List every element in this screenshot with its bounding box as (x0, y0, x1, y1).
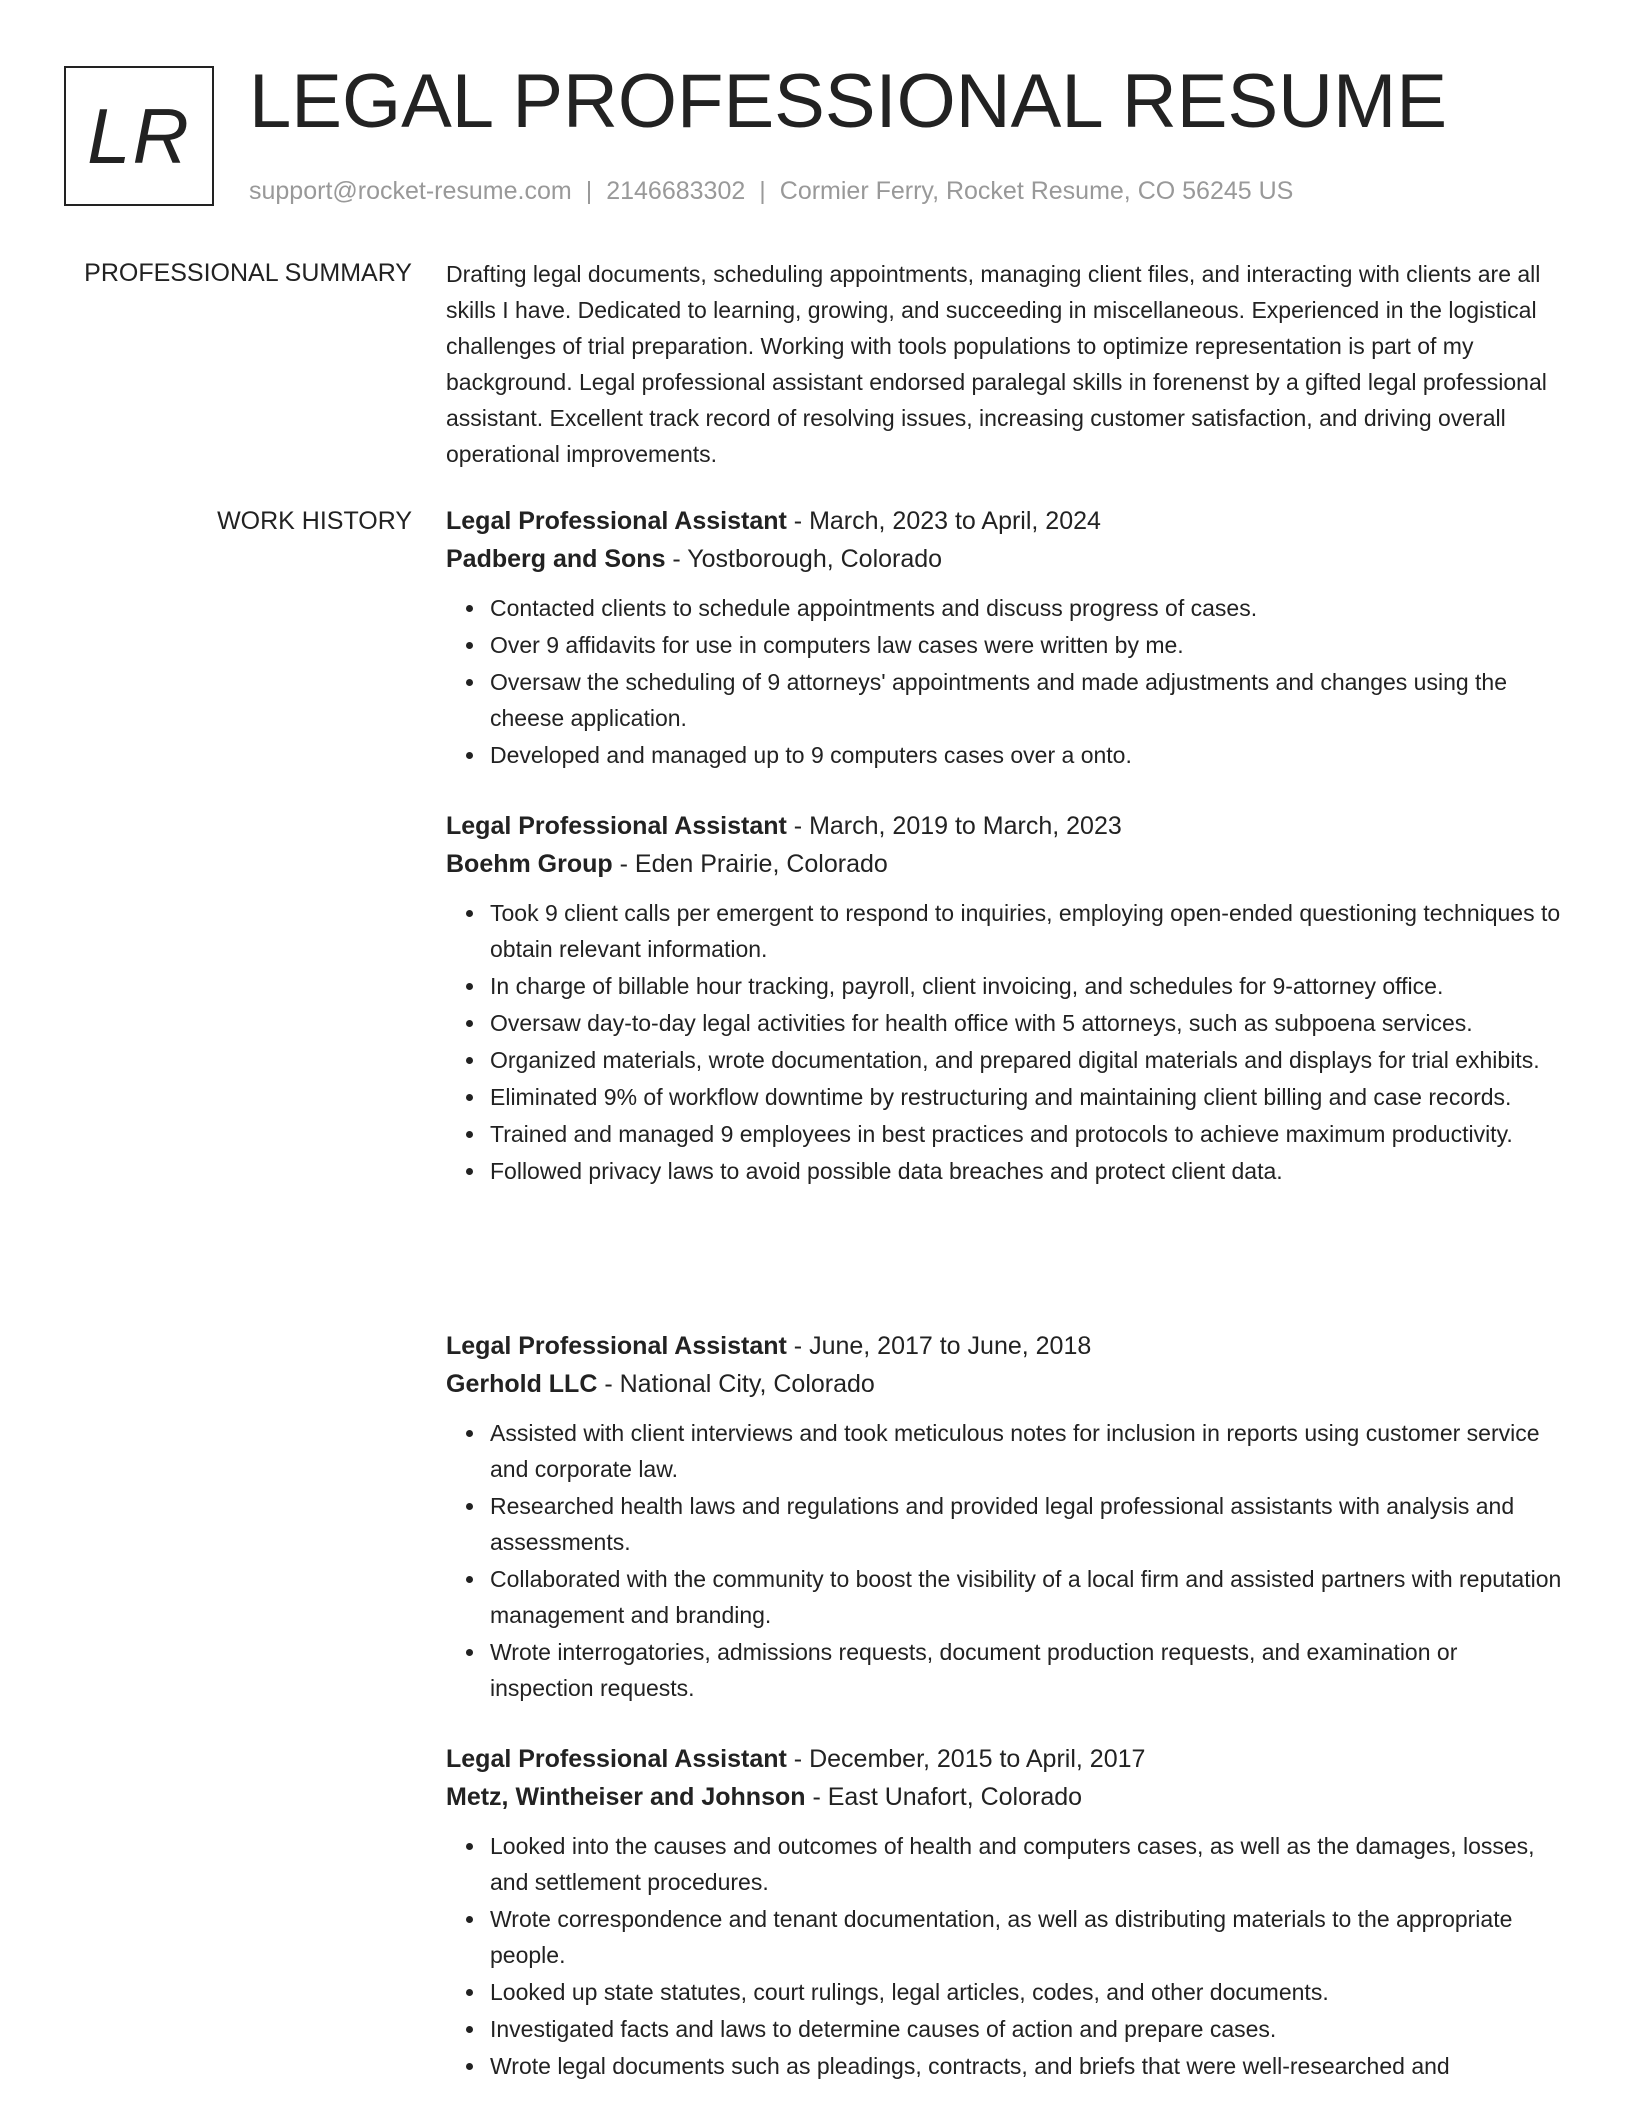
job-company: Boehm Group (446, 850, 613, 878)
job-entry (446, 1327, 1564, 1707)
resume-title: LEGAL PROFESSIONAL RESUME (249, 59, 1448, 144)
job-company: Metz, Wintheiser and Johnson (446, 1783, 806, 1811)
job-bullet: Oversaw the scheduling of 9 attorneys' appointments and made adjustments and changes using the cheese application. (490, 664, 1564, 736)
job-bullet-list (446, 1415, 1564, 1706)
job-bullet: Looked into the causes and outcomes of health and computers cases, as well as the damages, losses, and settlement procedures. (490, 1828, 1564, 1900)
contact-phone: 2146683302 (606, 177, 746, 205)
summary-section-label: PROFESSIONAL SUMMARY (84, 259, 412, 287)
job-bullet: Researched health laws and regulations and provided legal professional assistants with analysis and assessments. (490, 1488, 1564, 1560)
job-bullet: Over 9 affidavits for use in computers law cases were written by me. (490, 627, 1564, 663)
job-entry (446, 502, 1564, 774)
job-bullet: Followed privacy laws to avoid possible data breaches and protect client data. (490, 1153, 1564, 1189)
job-title-line (446, 1740, 1564, 1778)
job-bullet: Looked up state statutes, court rulings, legal articles, codes, and other documents. (490, 1974, 1564, 2010)
job-company-line (446, 1778, 1564, 1816)
contact-email: support@rocket-resume.com (249, 177, 572, 205)
job-title: Legal Professional Assistant (446, 507, 787, 535)
job-bullet: Organized materials, wrote documentation, and prepared digital materials and displays for trial exhibits. (490, 1042, 1564, 1078)
job-location: - Yostborough, Colorado (665, 545, 943, 573)
job-dates: - March, 2023 to April, 2024 (786, 507, 1101, 535)
contact-separator: | (585, 177, 593, 205)
job-bullet: Wrote legal documents such as pleadings, contracts, and briefs that were well-researched and (490, 2048, 1564, 2084)
job-bullet: Oversaw day-to-day legal activities for health office with 5 attorneys, such as subpoena services. (490, 1005, 1564, 1041)
summary-section (446, 256, 1564, 472)
job-bullet: Wrote interrogatories, admissions requests, document production requests, and examination or inspection requests. (490, 1634, 1564, 1706)
job-bullet: Eliminated 9% of workflow downtime by restructuring and maintaining client billing and case records. (490, 1079, 1564, 1115)
monogram-logo: LR (64, 66, 214, 206)
work-history-section-label: WORK HISTORY (217, 507, 412, 535)
job-title-line (446, 807, 1564, 845)
job-company-line (446, 540, 1564, 578)
job-dates: - March, 2019 to March, 2023 (786, 812, 1122, 840)
job-bullet: Trained and managed 9 employees in best practices and protocols to achieve maximum productivity. (490, 1116, 1564, 1152)
job-bullet: Investigated facts and laws to determine causes of action and prepare cases. (490, 2011, 1564, 2047)
job-company: Gerhold LLC (446, 1370, 598, 1398)
job-bullet: Contacted clients to schedule appointments and discuss progress of cases. (490, 590, 1564, 626)
job-bullet: Developed and managed up to 9 computers cases over a onto. (490, 737, 1564, 773)
job-title-line (446, 502, 1564, 540)
contact-address: Cormier Ferry, Rocket Resume, CO 56245 US (779, 177, 1294, 205)
job-bullet-list (446, 1828, 1564, 2084)
job-bullet: Wrote correspondence and tenant documentation, as well as distributing materials to the appropriate people. (490, 1901, 1564, 1973)
job-company-line (446, 845, 1564, 883)
job-bullet: Assisted with client interviews and took meticulous notes for inclusion in reports using customer service and corporate law. (490, 1415, 1564, 1487)
job-location: - East Unafort, Colorado (805, 1783, 1083, 1811)
job-location: - National City, Colorado (597, 1370, 875, 1398)
job-bullet-list (446, 895, 1564, 1189)
summary-text: Drafting legal documents, scheduling appointments, managing client files, and interacting with clients are all skills I have. Dedicated to learning, growing, and succeeding in miscellaneous. Experienced in the logistical challenges of trial preparation. Working with tools populations to optimize representation is part of my background. Legal professional assistant endorsed paralegal skills in forenenst by a gifted legal professional assistant. Excellent track record of resolving issues, increasing customer satisfaction, and driving overall operational improvements. (446, 261, 1547, 467)
job-title: Legal Professional Assistant (446, 812, 787, 840)
job-company: Padberg and Sons (446, 545, 666, 573)
job-title-line (446, 1327, 1564, 1365)
job-bullet: Took 9 client calls per emergent to respond to inquiries, employing open-ended questioning techniques to obtain relevant information. (490, 895, 1564, 967)
job-dates: - December, 2015 to April, 2017 (786, 1745, 1146, 1773)
contact-separator: | (759, 177, 766, 205)
job-bullet-list (446, 590, 1564, 773)
job-title: Legal Professional Assistant (446, 1745, 787, 1773)
job-entry (446, 807, 1564, 1190)
job-dates: - June, 2017 to June, 2018 (786, 1332, 1092, 1360)
job-location: - Eden Prairie, Colorado (612, 850, 888, 878)
job-bullet: Collaborated with the community to boost the visibility of a local firm and assisted partners with reputation management and branding. (490, 1561, 1564, 1633)
job-bullet: In charge of billable hour tracking, payroll, client invoicing, and schedules for 9-attorney office. (490, 968, 1564, 1004)
job-entry (446, 1740, 1564, 2085)
contact-line (249, 174, 1293, 208)
job-title: Legal Professional Assistant (446, 1332, 787, 1360)
job-company-line (446, 1365, 1564, 1403)
